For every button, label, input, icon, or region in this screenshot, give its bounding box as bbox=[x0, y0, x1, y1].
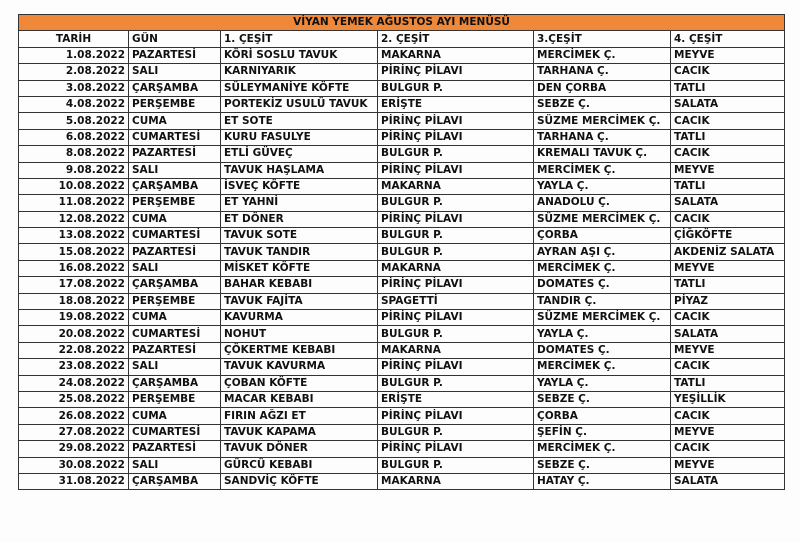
table-row bbox=[19, 47, 785, 63]
header-dish-4: 4. ÇEŞİT bbox=[671, 31, 785, 47]
cell-dish-1: PORTEKİZ USULÜ TAVUK bbox=[221, 96, 378, 112]
cell-dish-4: TATLI bbox=[671, 178, 785, 194]
cell-date: 4.08.2022 bbox=[19, 96, 129, 112]
cell-dish-4: SALATA bbox=[671, 195, 785, 211]
cell-dish-1: BAHAR KEBABI bbox=[221, 277, 378, 293]
cell-date: 17.08.2022 bbox=[19, 277, 129, 293]
cell-dish-2: BULGUR P. bbox=[378, 457, 534, 473]
table-row bbox=[19, 113, 785, 129]
cell-date: 2.08.2022 bbox=[19, 64, 129, 80]
cell-day: PERŞEMBE bbox=[129, 391, 221, 407]
table-row bbox=[19, 293, 785, 309]
cell-dish-4: SALATA bbox=[671, 473, 785, 489]
cell-dish-4: CACIK bbox=[671, 310, 785, 326]
cell-date: 8.08.2022 bbox=[19, 146, 129, 162]
cell-dish-1: ET SOTE bbox=[221, 113, 378, 129]
table-row bbox=[19, 441, 785, 457]
cell-dish-4: CACIK bbox=[671, 113, 785, 129]
table-row bbox=[19, 424, 785, 440]
cell-dish-2: MAKARNA bbox=[378, 260, 534, 276]
cell-day: SALI bbox=[129, 64, 221, 80]
cell-day: PAZARTESİ bbox=[129, 146, 221, 162]
cell-date: 1.08.2022 bbox=[19, 47, 129, 63]
cell-dish-1: TAVUK DÖNER bbox=[221, 441, 378, 457]
table-row bbox=[19, 342, 785, 358]
cell-dish-2: PİRİNÇ PİLAVI bbox=[378, 441, 534, 457]
cell-day: PERŞEMBE bbox=[129, 96, 221, 112]
cell-date: 15.08.2022 bbox=[19, 244, 129, 260]
cell-day: SALI bbox=[129, 260, 221, 276]
cell-day: ÇARŞAMBA bbox=[129, 277, 221, 293]
cell-dish-4: MEYVE bbox=[671, 162, 785, 178]
cell-dish-3: HATAY Ç. bbox=[534, 473, 671, 489]
table-row bbox=[19, 375, 785, 391]
cell-dish-4: MEYVE bbox=[671, 342, 785, 358]
cell-dish-4: SALATA bbox=[671, 96, 785, 112]
cell-date: 5.08.2022 bbox=[19, 113, 129, 129]
cell-dish-3: SÜZME MERCİMEK Ç. bbox=[534, 310, 671, 326]
cell-dish-2: PİRİNÇ PİLAVI bbox=[378, 408, 534, 424]
cell-dish-3: DOMATES Ç. bbox=[534, 277, 671, 293]
cell-dish-3: MERCİMEK Ç. bbox=[534, 47, 671, 63]
header-day: GÜN bbox=[129, 31, 221, 47]
cell-dish-3: MERCİMEK Ç. bbox=[534, 359, 671, 375]
header-date: TARİH bbox=[19, 31, 129, 47]
cell-dish-3: SÜZME MERCİMEK Ç. bbox=[534, 113, 671, 129]
cell-day: CUMA bbox=[129, 408, 221, 424]
cell-date: 29.08.2022 bbox=[19, 441, 129, 457]
cell-dish-2: MAKARNA bbox=[378, 473, 534, 489]
cell-dish-1: ET YAHNİ bbox=[221, 195, 378, 211]
table-row bbox=[19, 391, 785, 407]
cell-dish-3: SEBZE Ç. bbox=[534, 457, 671, 473]
table-row bbox=[19, 244, 785, 260]
cell-date: 16.08.2022 bbox=[19, 260, 129, 276]
cell-dish-1: MİSKET KÖFTE bbox=[221, 260, 378, 276]
cell-dish-4: CACIK bbox=[671, 359, 785, 375]
title-row bbox=[19, 15, 785, 31]
table-row bbox=[19, 146, 785, 162]
cell-day: ÇARŞAMBA bbox=[129, 375, 221, 391]
cell-day: CUMA bbox=[129, 310, 221, 326]
header-dish-1: 1. ÇEŞİT bbox=[221, 31, 378, 47]
cell-dish-2: PİRİNÇ PİLAVI bbox=[378, 359, 534, 375]
cell-dish-2: SPAGETTİ bbox=[378, 293, 534, 309]
table-row bbox=[19, 408, 785, 424]
table-row bbox=[19, 359, 785, 375]
cell-date: 10.08.2022 bbox=[19, 178, 129, 194]
cell-dish-4: CACIK bbox=[671, 146, 785, 162]
table-row bbox=[19, 260, 785, 276]
cell-date: 25.08.2022 bbox=[19, 391, 129, 407]
cell-dish-2: PİRİNÇ PİLAVI bbox=[378, 211, 534, 227]
cell-dish-4: SALATA bbox=[671, 326, 785, 342]
cell-dish-4: AKDENİZ SALATA bbox=[671, 244, 785, 260]
cell-day: CUMA bbox=[129, 113, 221, 129]
cell-dish-1: NOHUT bbox=[221, 326, 378, 342]
cell-day: PAZARTESİ bbox=[129, 244, 221, 260]
cell-dish-1: SÜLEYMANİYE KÖFTE bbox=[221, 80, 378, 96]
cell-date: 13.08.2022 bbox=[19, 228, 129, 244]
cell-date: 23.08.2022 bbox=[19, 359, 129, 375]
table-row bbox=[19, 326, 785, 342]
cell-dish-3: YAYLA Ç. bbox=[534, 178, 671, 194]
menu-table bbox=[18, 14, 785, 490]
cell-dish-4: CACIK bbox=[671, 408, 785, 424]
cell-dish-3: SEBZE Ç. bbox=[534, 391, 671, 407]
cell-dish-3: ÇORBA bbox=[534, 228, 671, 244]
cell-dish-4: CACIK bbox=[671, 211, 785, 227]
menu-title: VİYAN YEMEK AĞUSTOS AYI MENÜSÜ bbox=[19, 15, 785, 31]
cell-dish-1: KAVURMA bbox=[221, 310, 378, 326]
cell-dish-3: TANDIR Ç. bbox=[534, 293, 671, 309]
cell-dish-3: AYRAN AŞI Ç. bbox=[534, 244, 671, 260]
cell-dish-4: MEYVE bbox=[671, 47, 785, 63]
cell-date: 18.08.2022 bbox=[19, 293, 129, 309]
cell-dish-3: SÜZME MERCİMEK Ç. bbox=[534, 211, 671, 227]
table-row bbox=[19, 310, 785, 326]
cell-dish-3: DEN ÇORBA bbox=[534, 80, 671, 96]
header-dish-3: 3.ÇEŞİT bbox=[534, 31, 671, 47]
cell-dish-4: CACIK bbox=[671, 64, 785, 80]
header-dish-2: 2. ÇEŞİT bbox=[378, 31, 534, 47]
cell-dish-2: PİRİNÇ PİLAVI bbox=[378, 277, 534, 293]
cell-dish-1: TAVUK TANDIR bbox=[221, 244, 378, 260]
cell-date: 20.08.2022 bbox=[19, 326, 129, 342]
cell-dish-1: ETLİ GÜVEÇ bbox=[221, 146, 378, 162]
cell-dish-4: TATLI bbox=[671, 375, 785, 391]
table-row bbox=[19, 80, 785, 96]
cell-day: CUMARTESİ bbox=[129, 129, 221, 145]
cell-dish-4: CACIK bbox=[671, 441, 785, 457]
table-row bbox=[19, 96, 785, 112]
cell-dish-2: BULGUR P. bbox=[378, 195, 534, 211]
cell-date: 19.08.2022 bbox=[19, 310, 129, 326]
cell-dish-1: TAVUK KAVURMA bbox=[221, 359, 378, 375]
table-row bbox=[19, 457, 785, 473]
cell-dish-2: BULGUR P. bbox=[378, 146, 534, 162]
cell-dish-4: TATLI bbox=[671, 277, 785, 293]
cell-day: SALI bbox=[129, 162, 221, 178]
cell-date: 27.08.2022 bbox=[19, 424, 129, 440]
cell-day: ÇARŞAMBA bbox=[129, 80, 221, 96]
cell-date: 9.08.2022 bbox=[19, 162, 129, 178]
cell-dish-3: ŞEFİN Ç. bbox=[534, 424, 671, 440]
cell-dish-4: MEYVE bbox=[671, 260, 785, 276]
header-row bbox=[19, 31, 785, 47]
cell-dish-1: KURU FASULYE bbox=[221, 129, 378, 145]
cell-date: 30.08.2022 bbox=[19, 457, 129, 473]
cell-dish-2: ERİŞTE bbox=[378, 96, 534, 112]
cell-dish-2: BULGUR P. bbox=[378, 424, 534, 440]
cell-day: PAZARTESİ bbox=[129, 47, 221, 63]
cell-dish-2: BULGUR P. bbox=[378, 375, 534, 391]
table-row bbox=[19, 162, 785, 178]
table-row bbox=[19, 64, 785, 80]
cell-date: 6.08.2022 bbox=[19, 129, 129, 145]
cell-day: CUMARTESİ bbox=[129, 424, 221, 440]
cell-dish-4: MEYVE bbox=[671, 424, 785, 440]
cell-dish-3: MERCİMEK Ç. bbox=[534, 162, 671, 178]
cell-dish-1: ÇOBAN KÖFTE bbox=[221, 375, 378, 391]
cell-day: PERŞEMBE bbox=[129, 195, 221, 211]
cell-dish-3: YAYLA Ç. bbox=[534, 375, 671, 391]
cell-dish-2: PİRİNÇ PİLAVI bbox=[378, 129, 534, 145]
cell-day: ÇARŞAMBA bbox=[129, 178, 221, 194]
cell-dish-1: MACAR KEBABI bbox=[221, 391, 378, 407]
cell-date: 12.08.2022 bbox=[19, 211, 129, 227]
cell-date: 11.08.2022 bbox=[19, 195, 129, 211]
cell-dish-1: GÜRCÜ KEBABI bbox=[221, 457, 378, 473]
cell-dish-1: ET DÖNER bbox=[221, 211, 378, 227]
table-row bbox=[19, 211, 785, 227]
cell-day: SALI bbox=[129, 457, 221, 473]
table-row bbox=[19, 473, 785, 489]
table-row bbox=[19, 129, 785, 145]
cell-dish-2: PİRİNÇ PİLAVI bbox=[378, 113, 534, 129]
cell-dish-4: TATLI bbox=[671, 129, 785, 145]
cell-dish-2: MAKARNA bbox=[378, 47, 534, 63]
cell-date: 22.08.2022 bbox=[19, 342, 129, 358]
cell-day: PAZARTESİ bbox=[129, 441, 221, 457]
cell-dish-1: TAVUK FAJİTA bbox=[221, 293, 378, 309]
cell-dish-3: YAYLA Ç. bbox=[534, 326, 671, 342]
cell-day: PERŞEMBE bbox=[129, 293, 221, 309]
cell-date: 24.08.2022 bbox=[19, 375, 129, 391]
cell-dish-4: ÇİĞKÖFTE bbox=[671, 228, 785, 244]
cell-dish-2: PİRİNÇ PİLAVI bbox=[378, 64, 534, 80]
cell-date: 31.08.2022 bbox=[19, 473, 129, 489]
cell-day: CUMARTESİ bbox=[129, 326, 221, 342]
cell-dish-2: ERİŞTE bbox=[378, 391, 534, 407]
cell-date: 3.08.2022 bbox=[19, 80, 129, 96]
cell-dish-2: BULGUR P. bbox=[378, 244, 534, 260]
cell-dish-4: TATLI bbox=[671, 80, 785, 96]
cell-date: 26.08.2022 bbox=[19, 408, 129, 424]
cell-day: ÇARŞAMBA bbox=[129, 473, 221, 489]
cell-dish-1: KÖRİ SOSLU TAVUK bbox=[221, 47, 378, 63]
cell-dish-3: TARHANA Ç. bbox=[534, 129, 671, 145]
cell-dish-3: MERCİMEK Ç. bbox=[534, 441, 671, 457]
cell-dish-1: TAVUK KAPAMA bbox=[221, 424, 378, 440]
cell-dish-3: KREMALI TAVUK Ç. bbox=[534, 146, 671, 162]
cell-dish-3: ÇORBA bbox=[534, 408, 671, 424]
cell-dish-2: MAKARNA bbox=[378, 342, 534, 358]
cell-dish-3: DOMATES Ç. bbox=[534, 342, 671, 358]
cell-dish-1: KARNIYARIK bbox=[221, 64, 378, 80]
cell-dish-1: İSVEÇ KÖFTE bbox=[221, 178, 378, 194]
cell-dish-1: FIRIN AĞZI ET bbox=[221, 408, 378, 424]
cell-dish-4: MEYVE bbox=[671, 457, 785, 473]
table-row bbox=[19, 178, 785, 194]
cell-dish-3: MERCİMEK Ç. bbox=[534, 260, 671, 276]
table-row bbox=[19, 195, 785, 211]
cell-dish-2: BULGUR P. bbox=[378, 80, 534, 96]
cell-day: PAZARTESİ bbox=[129, 342, 221, 358]
cell-day: CUMARTESİ bbox=[129, 228, 221, 244]
cell-dish-2: MAKARNA bbox=[378, 178, 534, 194]
cell-dish-1: TAVUK SOTE bbox=[221, 228, 378, 244]
cell-dish-2: BULGUR P. bbox=[378, 326, 534, 342]
cell-dish-2: BULGUR P. bbox=[378, 228, 534, 244]
cell-day: SALI bbox=[129, 359, 221, 375]
cell-dish-2: PİRİNÇ PİLAVI bbox=[378, 162, 534, 178]
cell-dish-4: YEŞİLLİK bbox=[671, 391, 785, 407]
cell-dish-3: SEBZE Ç. bbox=[534, 96, 671, 112]
table-row bbox=[19, 277, 785, 293]
table-row bbox=[19, 228, 785, 244]
cell-day: CUMA bbox=[129, 211, 221, 227]
cell-dish-1: SANDVİÇ KÖFTE bbox=[221, 473, 378, 489]
cell-dish-3: TARHANA Ç. bbox=[534, 64, 671, 80]
cell-dish-3: ANADOLU Ç. bbox=[534, 195, 671, 211]
cell-dish-1: ÇÖKERTME KEBABI bbox=[221, 342, 378, 358]
cell-dish-1: TAVUK HAŞLAMA bbox=[221, 162, 378, 178]
cell-dish-2: PİRİNÇ PİLAVI bbox=[378, 310, 534, 326]
cell-dish-4: PİYAZ bbox=[671, 293, 785, 309]
